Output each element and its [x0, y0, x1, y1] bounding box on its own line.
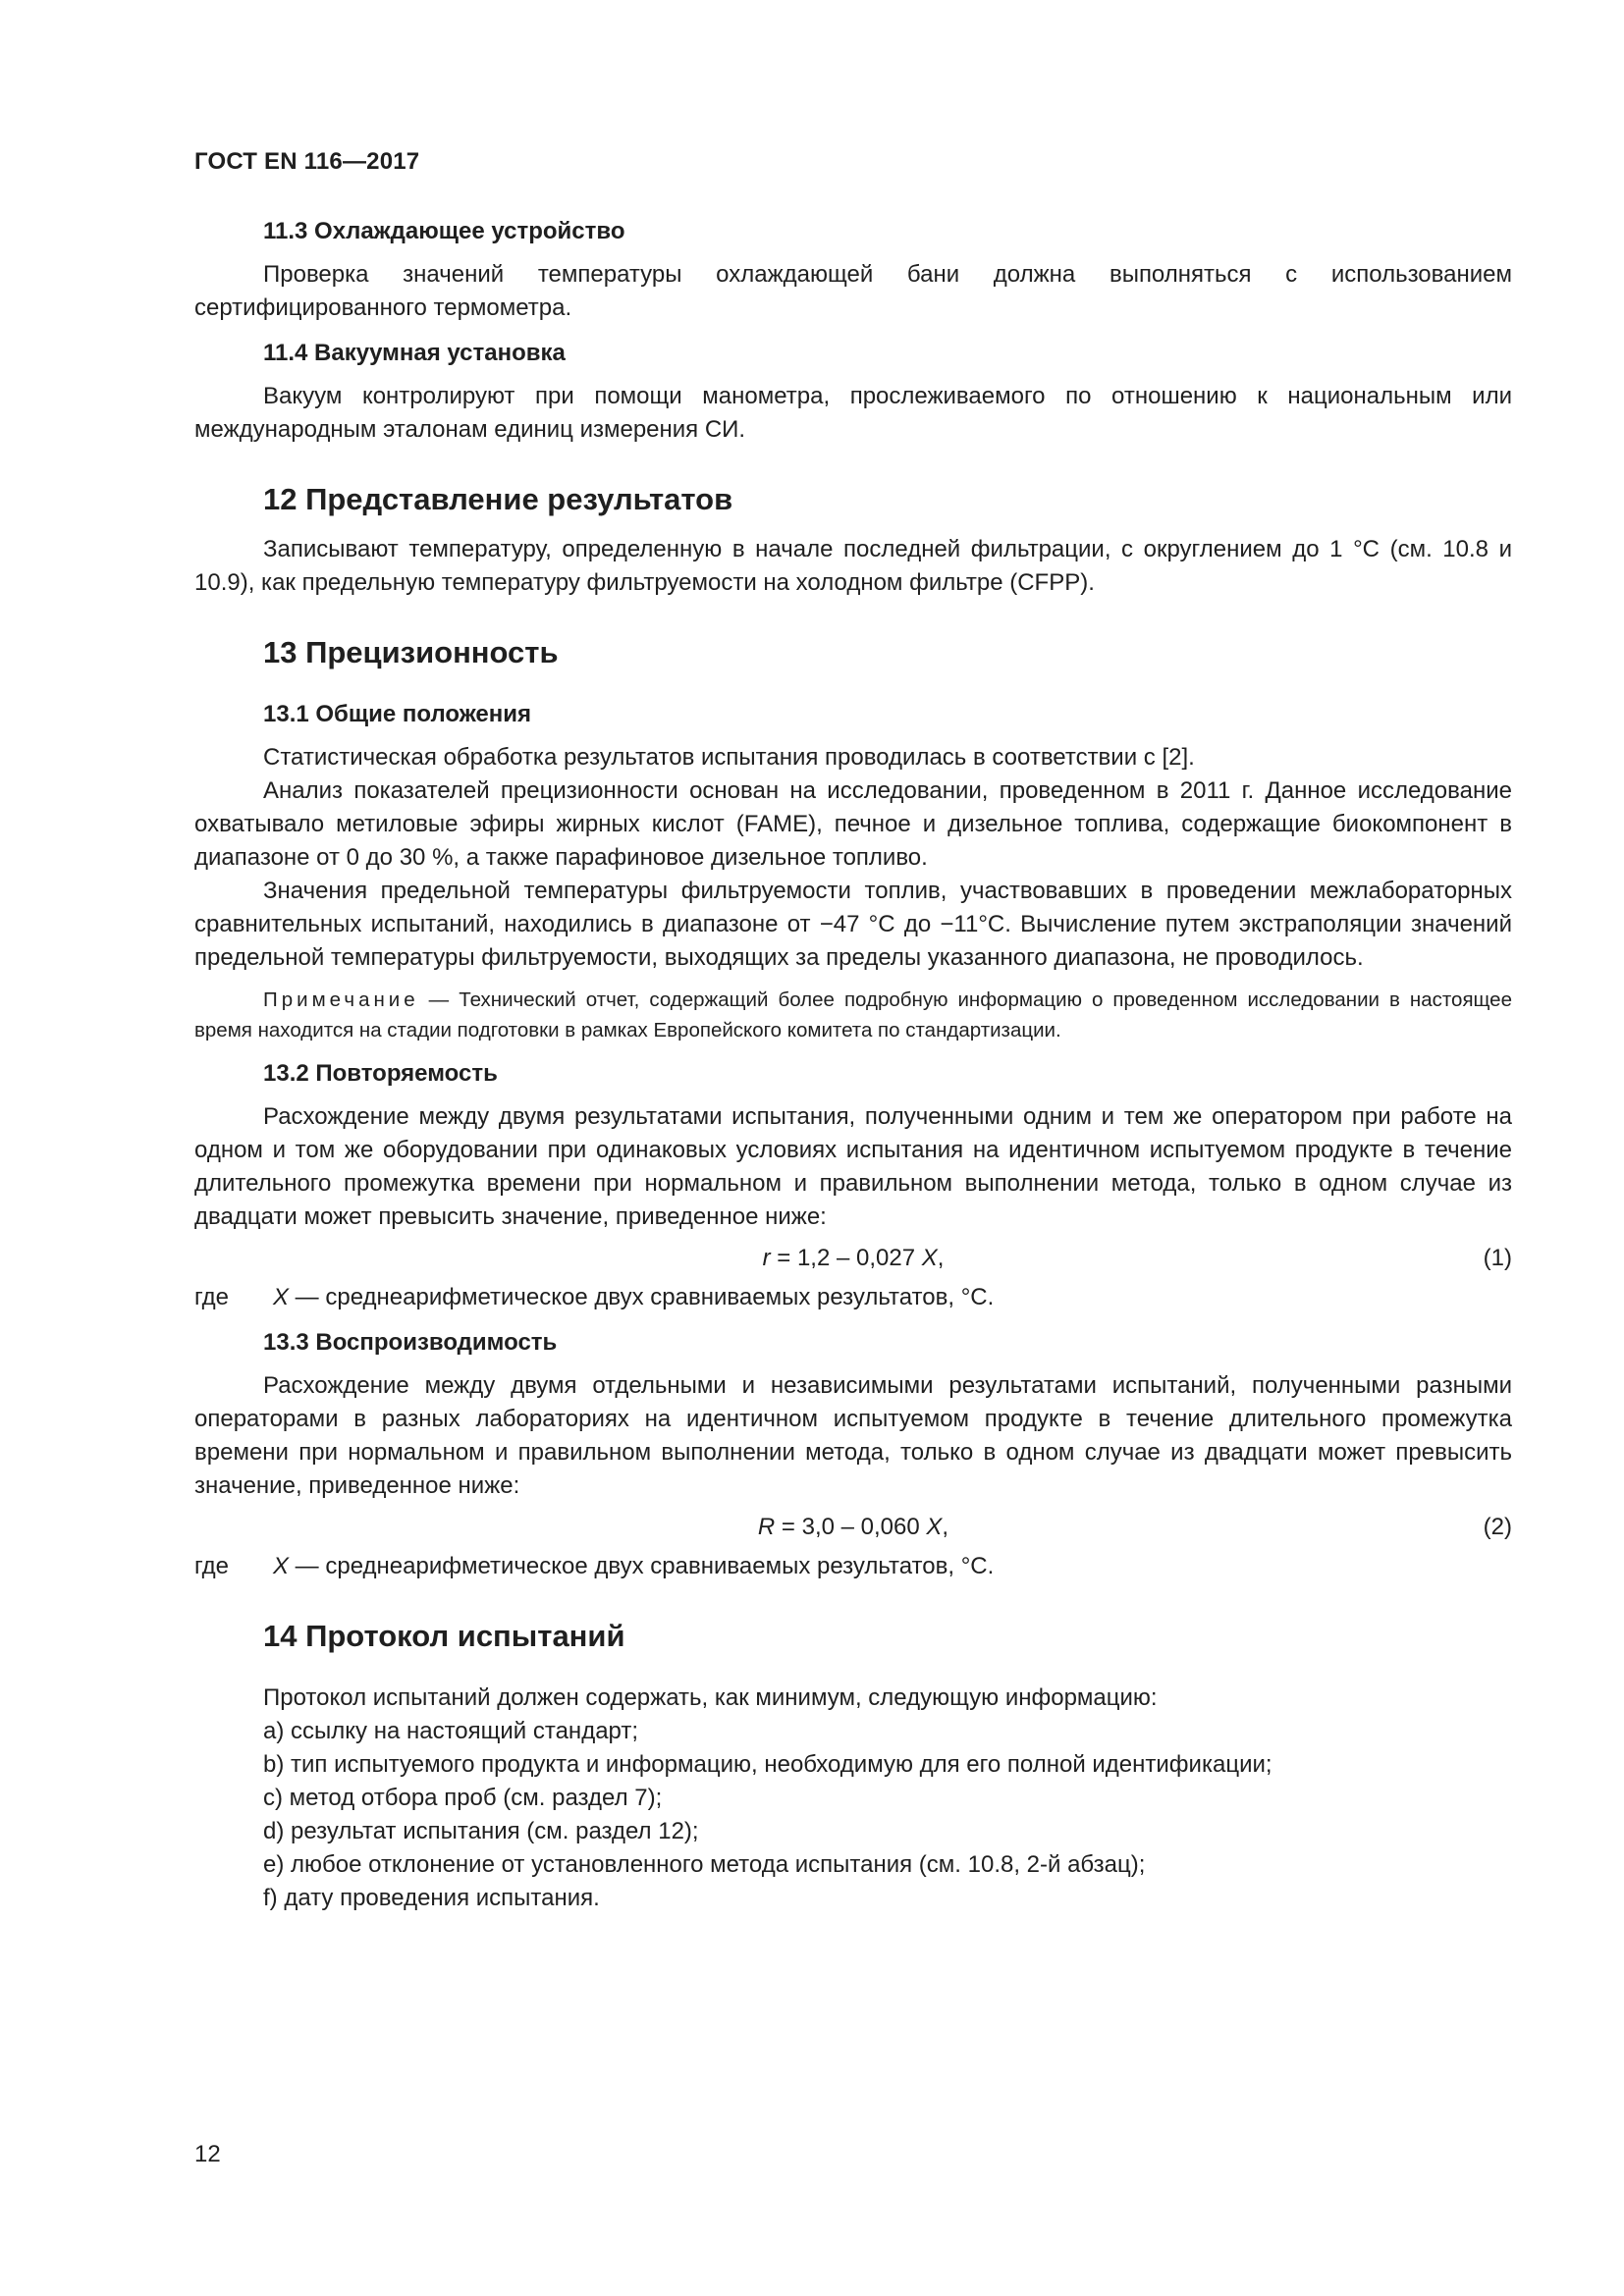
- paragraph-13-1-b: Анализ показателей прецизионности основан на исследовании, проведенном в 2011 г. Данное исследование охватывало метиловые эфиры жирных кислот (FAME), печное и дизельное топлива, содержащие биокомпонент в диапазоне от 0 до 30 %, а также парафиновое дизельное топливо.: [194, 777, 1512, 871]
- formula-1-expression: [194, 1242, 1512, 1275]
- page-number: 12: [194, 2141, 221, 2167]
- formula-1-var: r: [762, 1245, 771, 1271]
- where-var: X: [273, 1284, 290, 1310]
- note-label: Примечание: [263, 988, 419, 1011]
- heading-14: 14 Протокол испытаний: [263, 1619, 625, 1653]
- heading-13-3: 13.3 Воспроизводимость: [263, 1329, 558, 1356]
- paragraph-13-3: Расхождение между двумя отдельными и независимыми результатами испытаний, полученными разными операторами в разных лабораториях на идентичном испытуемом продукте в течение длительного промежутка времени при нормальном и правильном выполнении метода, только в одном случае из двадцати может превысить значение, приведенное ниже:: [194, 1372, 1512, 1499]
- formula-1-body: = 1,2 – 0,027: [770, 1245, 922, 1271]
- formula-1-end: ,: [937, 1245, 945, 1271]
- formula-2-end: ,: [942, 1514, 949, 1540]
- heading-12: 12 Представление результатов: [263, 482, 733, 516]
- formula-2-number: (2): [1483, 1514, 1512, 1540]
- formula-1-number: (1): [1483, 1245, 1512, 1271]
- formula-2-body: = 3,0 – 0,060: [775, 1514, 927, 1540]
- paragraph-11-3: Проверка значений температуры охлаждающей бани должна выполняться с использованием сертифицированного термометра.: [194, 261, 1512, 321]
- note-13-1: [194, 985, 1512, 1045]
- note-text: — Технический отчет, содержащий более подробную информацию о проведенном исследовании в настоящее время находится на стадии подготовки в рамках Европейского комитета по стандартизации.: [194, 988, 1512, 1041]
- paragraph-13-2: Расхождение между двумя результатами испытания, полученными одним и тем же оператором при работе на одном и том же оборудовании при одинаковых условиях испытания на идентичном испытуемом продукте в течение длительного промежутка времени при нормальном и правильном выполнении метода, только в одном случае из двадцати может превысить значение, приведенное ниже:: [194, 1103, 1512, 1230]
- heading-13: 13 Прецизионность: [263, 635, 559, 669]
- formula-1-x: X: [921, 1245, 938, 1271]
- list-item: c) метод отбора проб (см. раздел 7);: [263, 1785, 663, 1811]
- where-word: где: [194, 1553, 230, 1579]
- paragraph-13-1-c: Значения предельной температуры фильтруемости топлив, участвовавших в проведении межлабораторных сравнительных испытаний, находились в диапазоне от −47 °С до −11°С. Вычисление путем экстраполяции значений предельной температуры фильтруемости, выходящих за пределы указанного диапазона, не проводилось.: [194, 878, 1512, 971]
- page-content: [194, 145, 1512, 1915]
- formula-2: [194, 1511, 1512, 1544]
- heading-11-3: 11.3 Охлаждающее устройство: [263, 218, 625, 244]
- where-explanation: [273, 1550, 994, 1583]
- list-item: f) дату проведения испытания.: [263, 1885, 600, 1911]
- heading-11-4: 11.4 Вакуумная установка: [263, 340, 566, 366]
- where-var: X: [273, 1553, 290, 1579]
- formula-2-var: R: [757, 1514, 776, 1540]
- formula-1: [194, 1242, 1512, 1275]
- list-item: a) ссылку на настоящий стандарт;: [263, 1718, 639, 1744]
- where-explanation: [273, 1281, 994, 1314]
- paragraph-14-intro: Протокол испытаний должен содержать, как минимум, следующую информацию:: [263, 1684, 1158, 1711]
- where-13-3: [194, 1550, 1512, 1583]
- paragraph-12: Записывают температуру, определенную в начале последней фильтрации, с округлением до 1 °С (см. 10.8 и 10.9), как предельную температуру фильтруемости на холодном фильтре (CFPP).: [194, 536, 1512, 596]
- formula-2-x: X: [926, 1514, 943, 1540]
- list-item: b) тип испытуемого продукта и информацию, необходимую для его полной идентификации;: [263, 1751, 1272, 1778]
- paragraph-11-4: Вакуум контролируют при помощи манометра, прослеживаемого по отношению к национальным или международным эталонам единиц измерения СИ.: [194, 383, 1512, 443]
- heading-13-2: 13.2 Повторяемость: [263, 1060, 498, 1087]
- formula-2-expression: [194, 1511, 1512, 1544]
- heading-13-1: 13.1 Общие положения: [263, 701, 532, 727]
- running-head: ГОСТ EN 116—2017: [194, 148, 420, 175]
- list-item: d) результат испытания (см. раздел 12);: [263, 1818, 699, 1844]
- where-13-2: [194, 1281, 1512, 1314]
- where-text: — среднеарифметическое двух сравниваемых результатов, °С.: [289, 1553, 995, 1579]
- where-word: где: [194, 1284, 230, 1310]
- list-item: e) любое отклонение от установленного метода испытания (см. 10.8, 2-й абзац);: [263, 1851, 1146, 1878]
- paragraph-13-1-a: Статистическая обработка результатов испытания проводилась в соответствии с [2].: [263, 744, 1195, 771]
- where-text: — среднеарифметическое двух сравниваемых результатов, °С.: [289, 1284, 995, 1310]
